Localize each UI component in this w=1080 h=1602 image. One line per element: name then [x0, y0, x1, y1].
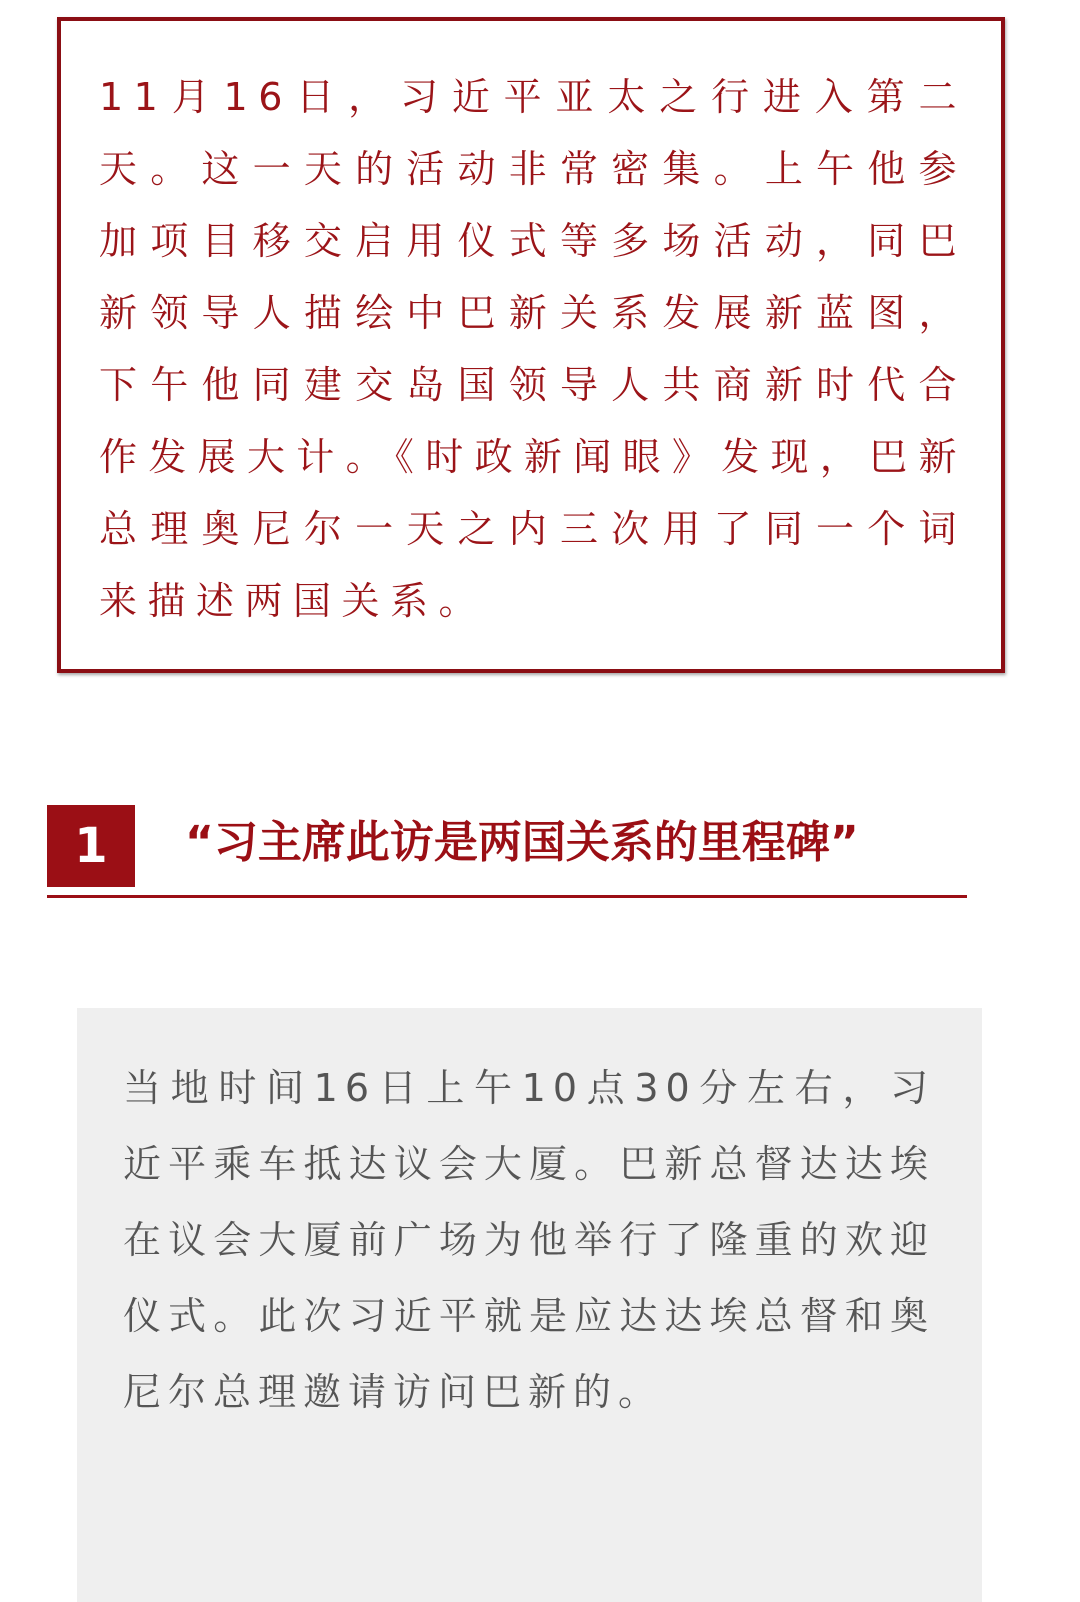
section-title: “习主席此访是两国关系的里程碑”	[185, 817, 859, 868]
intro-paragraph: 11月16日，习近平亚太之行进入第二天。这一天的活动非常密集。上午他参加项目移交启用仪式等多场活动，同巴新领导人描绘中巴新关系发展新蓝图，下午他同建交岛国领导人共商新时代合作发展大计。《时政新闻眼》发现，巴新总理奥尼尔一天之内三次用了同一个词来描述两国关系。	[99, 75, 967, 623]
section-divider	[47, 895, 967, 898]
section-number-badge: 1	[47, 805, 135, 887]
intro-box	[57, 17, 1005, 673]
quote-paragraph: 当地时间16日上午10点30分左右，习近平乘车抵达议会大厦。巴新总督达达埃在议会大厦前广场为他举行了隆重的欢迎仪式。此次习近平就是应达达埃总督和奥尼尔总理邀请访问巴新的。	[123, 1066, 935, 1414]
quote-box	[77, 1008, 982, 1602]
